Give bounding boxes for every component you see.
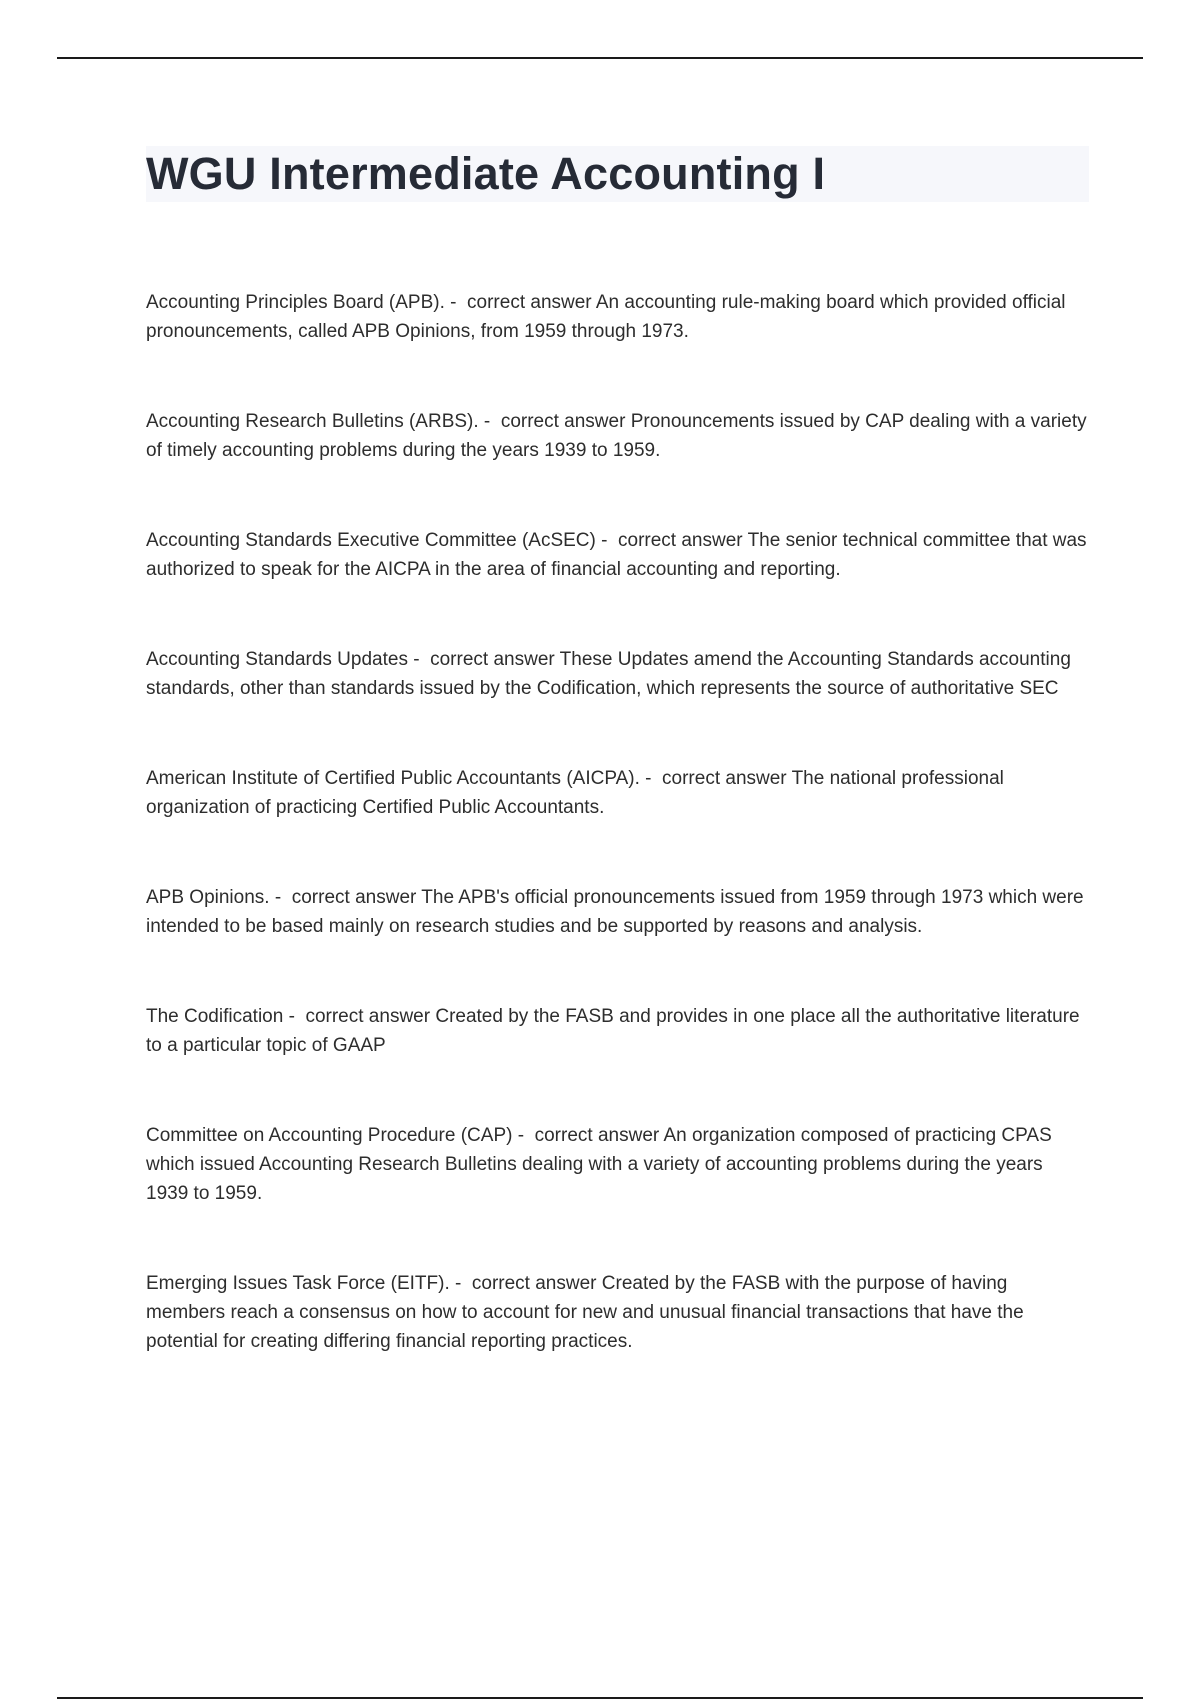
entry-answer: The senior technical committee that was authorized to speak for the AICPA in the area of financial accounting and reporting.	[146, 530, 1087, 580]
entry-term: Accounting Research Bulletins (ARBS).	[146, 411, 479, 432]
entry-term: Emerging Issues Task Force (EITF).	[146, 1273, 450, 1294]
entry-separator: - correct answer	[269, 887, 422, 908]
list-item	[146, 883, 1089, 941]
entry-answer: These Updates amend the Accounting Standards accounting standards, other than standards issued by the Codification, which represents the source of authoritative SEC	[146, 649, 1071, 699]
document-body	[146, 146, 1089, 1356]
title-banner	[146, 146, 1089, 202]
list-item	[146, 1269, 1089, 1356]
entry-separator: - correct answer	[283, 1006, 436, 1027]
list-item	[146, 1121, 1089, 1208]
entry-separator: - correct answer	[595, 530, 748, 551]
entry-answer: Pronouncements issued by CAP dealing with a variety of timely accounting problems during the years 1939 to 1959.	[146, 411, 1087, 461]
list-item	[146, 288, 1089, 346]
entry-answer: The APB's official pronouncements issued from 1959 through 1973 which were intended to be based mainly on research studies and be supported by reasons and analysis.	[146, 887, 1084, 937]
entry-separator: - correct answer	[449, 1273, 602, 1294]
entry-term: Accounting Principles Board (APB).	[146, 292, 445, 313]
list-item	[146, 407, 1089, 465]
bottom-rule	[57, 1697, 1143, 1699]
list-item	[146, 645, 1089, 703]
entry-term: Committee on Accounting Procedure (CAP)	[146, 1125, 513, 1146]
document-title: WGU Intermediate Accounting I	[146, 148, 826, 199]
entry-answer: An organization composed of practicing CPAS which issued Accounting Research Bulletins dealing with a variety of accounting problems during the years 1939 to 1959.	[146, 1125, 1052, 1204]
list-item	[146, 1002, 1089, 1060]
entry-answer: The national professional organization of practicing Certified Public Accountants.	[146, 768, 1004, 818]
entry-answer: An accounting rule-making board which provided official pronouncements, called APB Opinions, from 1959 through 1973.	[146, 292, 1066, 342]
entry-separator: - correct answer	[639, 768, 792, 789]
entry-term: American Institute of Certified Public Accountants (AICPA).	[146, 768, 640, 789]
entry-answer: Created by the FASB and provides in one place all the authoritative literature to a particular topic of GAAP	[146, 1006, 1080, 1056]
entry-term: APB Opinions.	[146, 887, 270, 908]
entry-separator: - correct answer	[407, 649, 560, 670]
list-item	[146, 526, 1089, 584]
list-item	[146, 764, 1089, 822]
entry-term: The Codification	[146, 1006, 284, 1027]
entry-separator: - correct answer	[478, 411, 631, 432]
entry-list	[146, 288, 1089, 1356]
entry-separator: - correct answer	[444, 292, 596, 313]
entry-term: Accounting Standards Updates	[146, 649, 408, 670]
entry-answer: Created by the FASB with the purpose of having members reach a consensus on how to account for new and unusual financial transactions that have the potential for creating differing financial reporting practices.	[146, 1273, 1024, 1352]
entry-term: Accounting Standards Executive Committee (AcSEC)	[146, 530, 596, 551]
entry-separator: - correct answer	[512, 1125, 664, 1146]
top-rule	[57, 57, 1143, 59]
